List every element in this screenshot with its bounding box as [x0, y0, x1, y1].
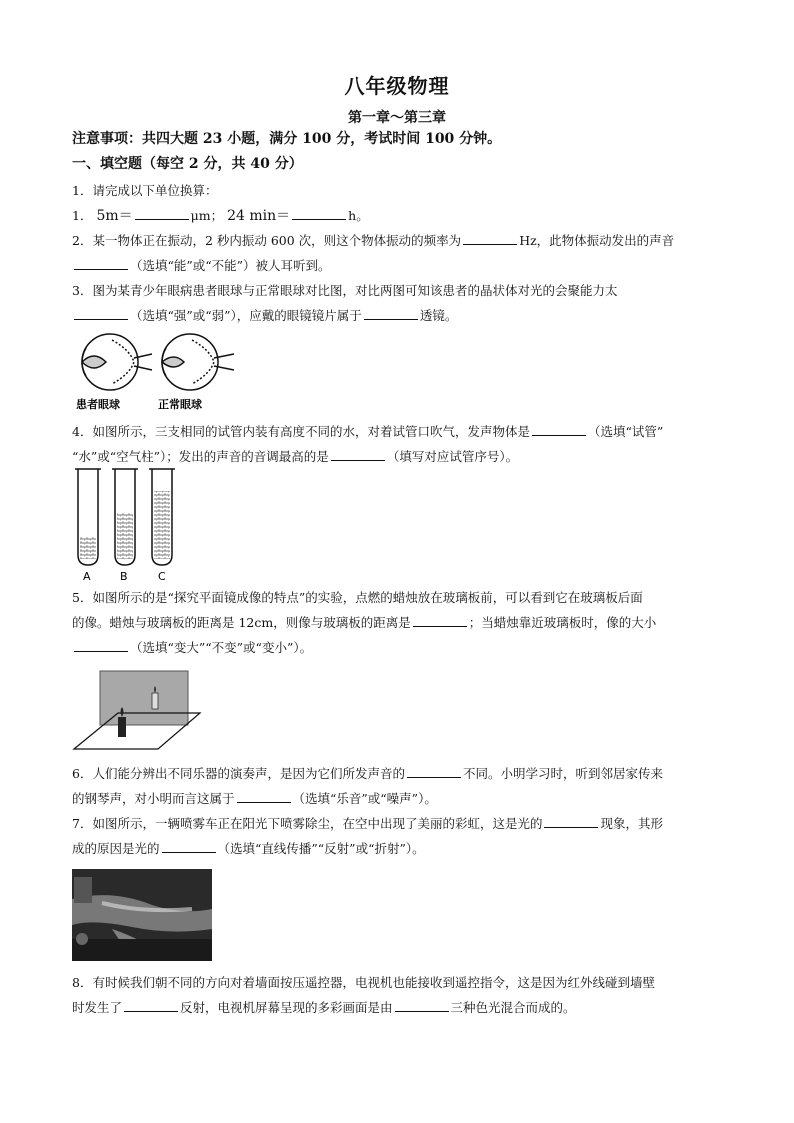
q4-line2: [72, 448, 732, 466]
q6-l2-b: （选填“乐音”或“噪声”）。: [292, 791, 437, 806]
answer-blank[interactable]: [292, 207, 346, 220]
patient-eyeball-drawing: [82, 334, 152, 390]
lit-candle: [118, 717, 126, 737]
q4-l2-b: （填写对应试管序号）。: [386, 449, 519, 464]
q6-l2-a: 的钢琴声，对小明而言这属于: [72, 791, 235, 806]
answer-blank[interactable]: [135, 207, 189, 220]
tube-label-b: B: [120, 570, 128, 583]
q6-l1-a: 6．人们能分辨出不同乐器的演奏声，是因为它们所发声音的: [72, 766, 405, 781]
q3-line1: 3．图为某青少年眼病患者眼球与正常眼球对比图，对比两图可知该患者的晶状体对光的会聚能力太: [72, 283, 618, 298]
q3-line2: [72, 307, 732, 325]
answer-blank[interactable]: [395, 999, 449, 1012]
normal-eyeball-label: 正常眼球: [158, 398, 202, 411]
q2-line1: [72, 232, 732, 250]
q1-b-left: 24 min＝: [227, 208, 291, 224]
patient-eyeball-label: 患者眼球: [76, 398, 120, 411]
answer-blank[interactable]: [74, 307, 128, 320]
answer-blank[interactable]: [331, 448, 385, 461]
q1-b-unit: h。: [348, 208, 369, 223]
q7-l2-b: （选填“直线传播”“反射”或“折射”）。: [217, 841, 425, 856]
q2-l2: （选填“能”或“不能”）被人耳听到。: [130, 258, 331, 273]
answer-blank[interactable]: [532, 423, 586, 436]
answer-blank[interactable]: [74, 257, 128, 270]
q4-line1: [72, 423, 732, 441]
q4-l1-a: 4．如图所示，三支相同的试管内装有高度不同的水，对着试管口吹气，发声物体是: [72, 424, 530, 439]
test-tube-b: [112, 469, 138, 565]
section-heading: 一、填空题（每空 2 分，共 40 分）: [72, 156, 303, 172]
answer-blank[interactable]: [407, 765, 461, 778]
q5-line3: [72, 639, 732, 657]
answer-blank[interactable]: [544, 815, 598, 828]
q6-line2: [72, 790, 732, 808]
candle-image: [152, 693, 158, 709]
q8-line2: [72, 999, 732, 1017]
normal-eyeball-drawing: [162, 334, 234, 390]
test-tubes-figure: [72, 465, 192, 583]
q4-l2-a: “水”或“空气柱”）；发出的声音的音调最高的是: [72, 449, 329, 464]
q5-line2: [72, 614, 732, 632]
q2-l1-b: Hz，此物体振动发出的声音: [519, 233, 675, 248]
tube-label-a: A: [83, 570, 91, 583]
q8-l2-b: 反射，电视机屏幕呈现的多彩画面是由: [180, 1000, 393, 1015]
q3-l2-a: （选填“强”或“弱”），应戴的眼镜镜片属于: [130, 308, 362, 323]
q6-line1: [72, 765, 732, 783]
answer-blank[interactable]: [162, 840, 216, 853]
q7-l1-b: 现象，其形: [600, 816, 663, 831]
q7-line2: [72, 840, 732, 858]
exam-notice: 注意事项：共四大题 23 小题，满分 100 分，考试时间 100 分钟。: [72, 131, 502, 147]
answer-blank[interactable]: [364, 307, 418, 320]
q2-line2: [72, 257, 732, 275]
q2-l1-a: 2．某一物体正在振动，2 秒内振动 600 次，则这个物体振动的频率为: [72, 233, 462, 248]
plane-mirror-figure: [72, 665, 202, 753]
q7-l2-a: 成的原因是光的: [72, 841, 160, 856]
test-tube-c: [149, 469, 175, 565]
q1-a-unit: μm；: [190, 208, 224, 223]
q5-l3: （选填“变大”“不变”或“变小”）。: [130, 640, 313, 655]
q3-l2-b: 透镜。: [419, 308, 458, 323]
q7-l1-a: 7．如图所示，一辆喷雾车正在阳光下喷雾除尘，在空中出现了美丽的彩虹，这是光的: [72, 816, 543, 831]
q1-a-left: 5m＝: [96, 208, 133, 224]
eyeball-figure: [72, 330, 242, 412]
q6-l1-b: 不同。小明学习时，听到邻居家传来: [462, 766, 663, 781]
test-tube-a: [75, 469, 101, 565]
answer-blank[interactable]: [124, 999, 178, 1012]
spray-truck-photo: [72, 869, 212, 961]
q8-line1: 8．有时候我们朝不同的方向对着墙面按压遥控器，电视机也能接收到遥控指令，这是因为红外线碰到墙壁: [72, 975, 655, 990]
q8-l2-c: 三种色光混合而成的。: [450, 1000, 576, 1015]
q1-intro: 1．请完成以下单位换算：: [72, 183, 218, 198]
q1-prefix: 1．: [72, 208, 93, 223]
q4-l1-b: （选填“试管”: [587, 424, 664, 439]
answer-blank[interactable]: [413, 614, 467, 627]
answer-blank[interactable]: [237, 790, 291, 803]
q7-line1: [72, 815, 732, 833]
q5-line1: 5．如图所示的是“探究平面镜成像的特点”的实验，点燃的蜡烛放在玻璃板前，可以看到它在玻璃板后面: [72, 590, 643, 605]
answer-blank[interactable]: [463, 232, 517, 245]
q8-l2-a: 时发生了: [72, 1000, 123, 1015]
page-title: 八年级物理: [344, 74, 450, 98]
q5-l2-b: ；当蜡烛靠近玻璃板时，像的大小: [468, 615, 657, 630]
answer-blank[interactable]: [74, 639, 128, 652]
q1-items: [72, 207, 732, 225]
page-subtitle: 第一章～第三章: [348, 110, 446, 126]
q5-l2-a: 的像。蜡烛与玻璃板的距离是 12cm，则像与玻璃板的距离是: [72, 615, 411, 630]
tube-label-c: C: [158, 570, 166, 583]
